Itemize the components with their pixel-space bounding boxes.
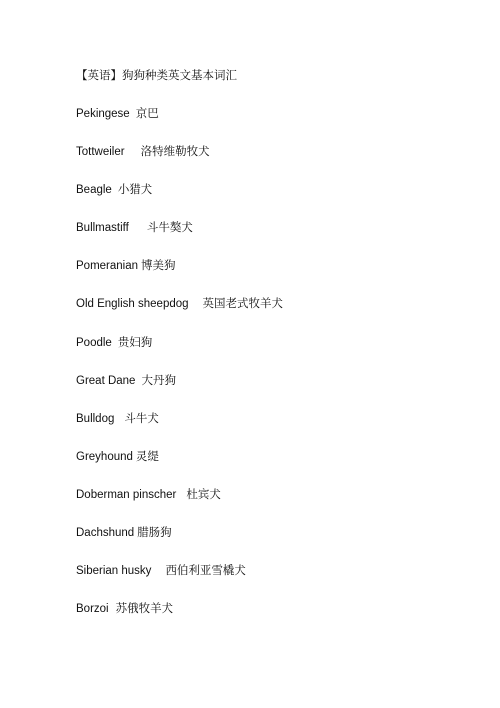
vocab-entry-bulldog [76, 410, 159, 426]
english-term: Pekingese [76, 108, 130, 120]
english-term: Old English sheepdog [76, 298, 189, 310]
vocab-entry-siberian-husky [76, 562, 246, 578]
chinese-term: 小猎犬 [117, 182, 153, 196]
vocab-entry-beagle [76, 181, 152, 197]
vocab-entry-doberman-pinscher [76, 486, 221, 502]
chinese-term: 斗牛獒犬 [146, 220, 193, 234]
chinese-term: 斗牛犬 [124, 411, 159, 425]
english-term: Beagle [76, 184, 112, 196]
chinese-term: 苏俄牧羊犬 [115, 601, 174, 615]
english-term: Great Dane [76, 375, 136, 387]
vocab-entry-dachshund [76, 524, 172, 540]
chinese-term: 大丹狗 [141, 373, 176, 387]
english-term: Greyhound [76, 451, 133, 463]
chinese-term: 京巴 [135, 106, 159, 120]
vocab-entry-bullmastiff [76, 219, 193, 235]
vocab-entry-pomeranian [76, 257, 176, 273]
chinese-term: 英国老式牧羊犬 [202, 296, 284, 310]
chinese-term: 西伯利亚雪橇犬 [165, 563, 246, 577]
chinese-term: 杜宾犬 [186, 487, 221, 501]
chinese-term: 博美狗 [141, 258, 176, 272]
vocab-entry-tottweiler [76, 143, 210, 159]
english-term: Siberian husky [76, 565, 152, 577]
english-term: Borzoi [76, 603, 109, 615]
vocab-entry-greyhound [76, 448, 159, 464]
english-term: Tottweiler [76, 146, 125, 158]
chinese-term: 贵妇狗 [117, 335, 153, 349]
english-term: Poodle [76, 337, 112, 349]
chinese-term: 洛特维勒牧犬 [140, 144, 210, 158]
english-term: Doberman pinscher [76, 489, 177, 501]
english-term: Pomeranian [76, 260, 139, 272]
document-title: 【英语】狗狗种类英文基本词汇 [76, 68, 237, 82]
english-term: Bullmastiff [76, 222, 129, 234]
vocab-entry-poodle [76, 334, 152, 350]
english-term: Bulldog [76, 413, 115, 425]
vocab-entry-borzoi [76, 600, 173, 616]
vocab-entry-old-english-sheepdog [76, 295, 283, 311]
vocab-entry-pekingese [76, 105, 159, 121]
english-term: Dachshund [76, 527, 135, 539]
vocab-entry-great-dane [76, 372, 176, 388]
chinese-term: 灵缇 [135, 449, 159, 463]
chinese-term: 腊肠狗 [137, 525, 172, 539]
